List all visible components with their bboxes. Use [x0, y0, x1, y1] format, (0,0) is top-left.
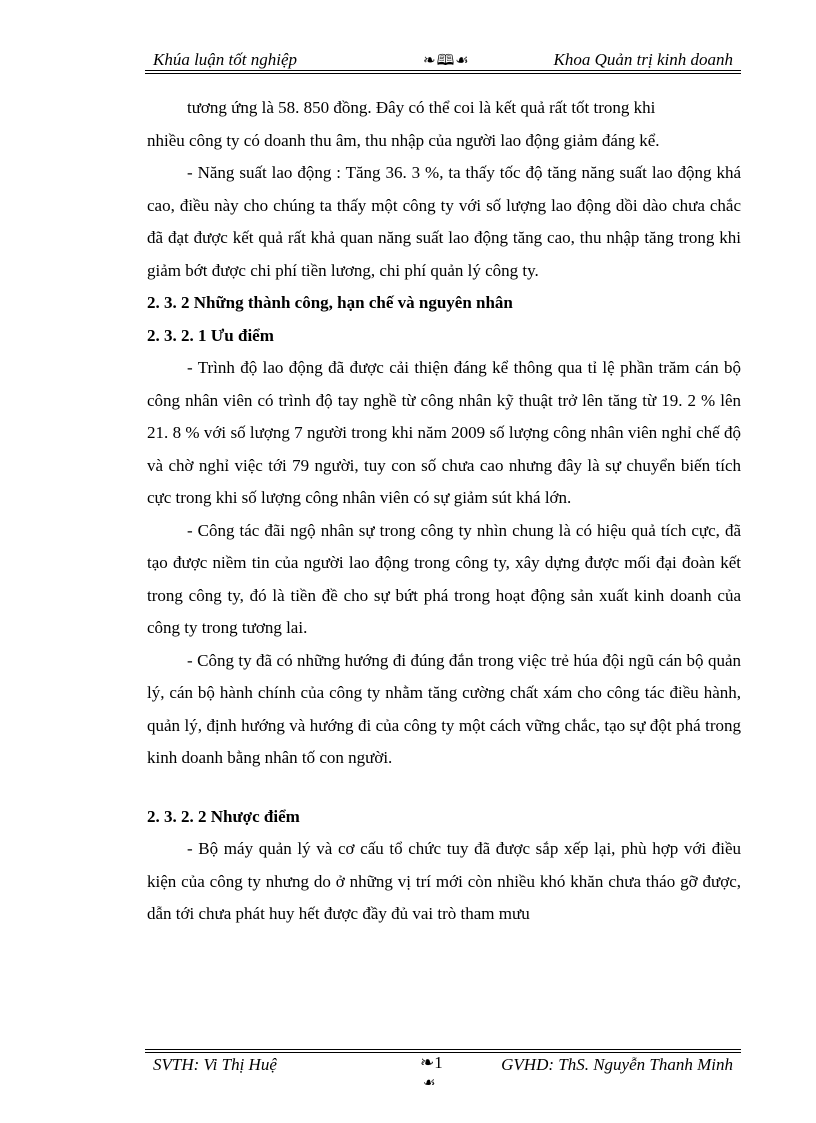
- header-rule-bottom: [145, 73, 741, 74]
- paragraph-strength-hr: - Công tác đãi ngộ nhân sự trong công ty nhìn chung là có hiệu quả tích cực, đã tạo được niềm tin của người lao động trong công ty, xây dựng được mối đại đoàn kết trong công ty, đó là tiền đề cho sự bứt phá trong hoạt động sản xuất kinh doanh của công ty trong tương lai.: [147, 520, 741, 637]
- page-footer: [145, 1053, 741, 1077]
- paragraph-strength-labor: - Trình độ lao động đã được cải thiện đáng kể thông qua tỉ lệ phần trăm cán bộ công nhân viên có trình độ tay nghề từ công nhân kỹ thuật trở lên tăng từ 19. 2 % lên 21. 8 % với số lượng 7 người trong khi năm 2009 số lượng công nhân viên nghỉ chế độ và chờ nghỉ việc tới 79 người, tuy con số chưa cao nhưng đây là sự chuyển biến tích cực trong khi số lượng công nhân viên có sự giảm sút khá lớn.: [147, 358, 741, 507]
- footer-advisor: GVHD: ThS. Nguyễn Thanh Minh: [501, 1055, 733, 1074]
- heading-2-3-2-2: 2. 3. 2. 2 Nhược điểm: [147, 806, 300, 826]
- footer-ornament-icon: ☙: [423, 1076, 436, 1091]
- header-rule-top: [145, 70, 741, 71]
- page-number: ❧1: [420, 1053, 443, 1072]
- paragraph-strength-direction: - Công ty đã có những hướng đi đúng đắn trong việc trẻ húa đội ngũ cán bộ quản lý, cán bộ hành chính của công ty nhằm tăng cường chất xám cho công tác điều hành, quản lý, định hướng và hướng đi của công ty một cách vững chắc, tạo sự đột phá trong kinh doanh bằng nhân tố con người.: [147, 650, 741, 767]
- heading-2-3-2: 2. 3. 2 Những thành công, hạn chế và nguyên nhân: [147, 293, 513, 312]
- page-header: [145, 50, 741, 70]
- paragraph-weakness: - Bộ máy quản lý và cơ cấu tổ chức tuy đã được sắp xếp lại, phù hợp với điều kiện của công ty nhưng do ở những vị trí mới còn nhiều khó khăn chưa tháo gỡ được, dẫn tới chưa phát huy hết được đầy đủ vai trò tham mưu: [147, 839, 741, 923]
- footer-student: SVTH: Vi Thị Huệ: [153, 1055, 277, 1074]
- header-ornament-icon: ❧🕮☙: [423, 53, 470, 69]
- paragraph-productivity: - Năng suất lao động : Tăng 36. 3 %, ta thấy tốc độ tăng năng suất lao động khá cao, điều này cho chúng ta thấy một công ty với số lượng lao động dồi dào chưa chắc đã đạt được kết quả rất khả quan năng suất lao động tăng cao, thu nhập tăng trong khi giảm bớt được chi phí tiền lương, chi phí quản lý công ty.: [147, 163, 741, 280]
- paragraph-1-line-1: tương ứng là 58. 850 đồng. Đây có thể coi là kết quả rất tốt trong khi: [187, 98, 656, 117]
- section-gap: [147, 775, 741, 801]
- paragraph-1-line-2: nhiều công ty có doanh thu âm, thu nhập của người lao động giảm đáng kể.: [147, 130, 660, 150]
- header-faculty: Khoa Quản trị kinh doanh: [553, 50, 733, 69]
- heading-2-3-2-1: 2. 3. 2. 1 Ưu điểm: [147, 325, 274, 345]
- header-thesis-title: Khúa luận tốt nghiệp: [153, 50, 298, 69]
- footer-rule-top: [145, 1049, 741, 1050]
- document-body: [147, 92, 741, 931]
